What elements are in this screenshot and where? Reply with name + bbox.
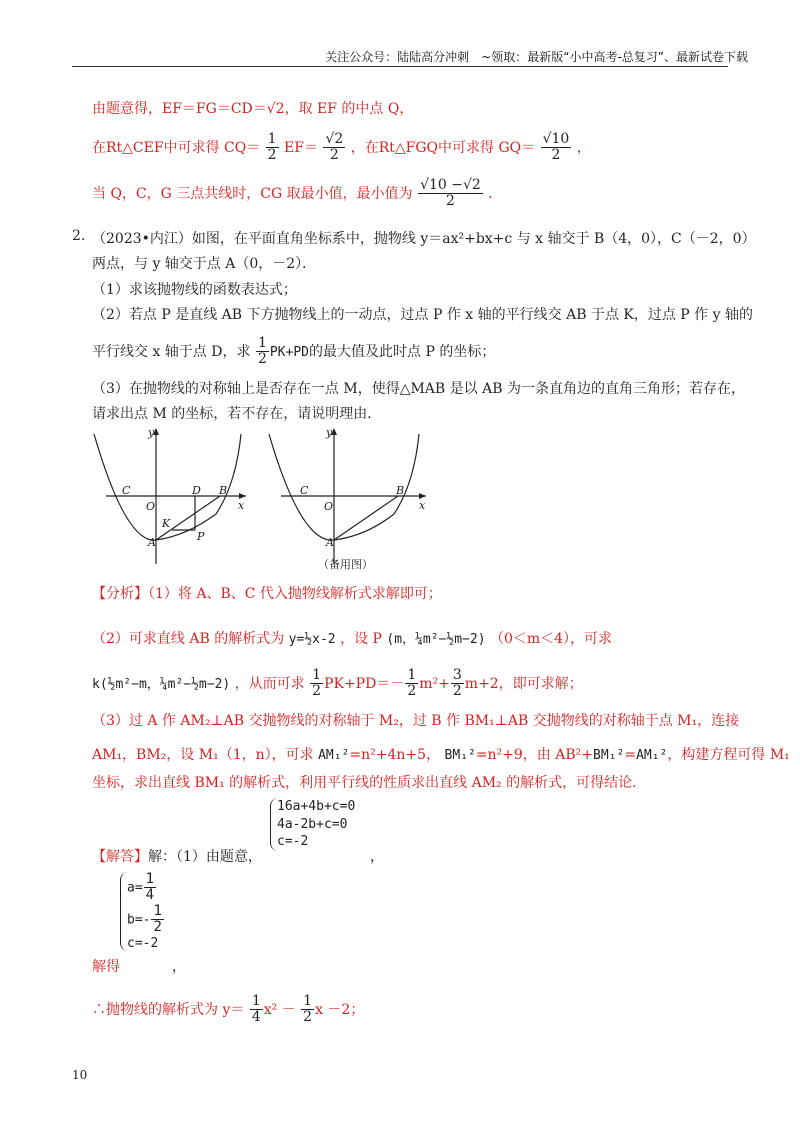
prev-line-3-a: 当 Q，C，G 三点共线时，CG 取最小值，最小值为 [92, 185, 413, 202]
solution-s3-end: x －2； [315, 1001, 365, 1018]
frac-half-s3: $\frac{1}{2}$ [303, 993, 313, 1026]
label-o-1: O [146, 500, 156, 513]
page-header: 关注公众号：陆陆高分冲刺 ~领取：最新版“小中高考-总复习”、最新试卷下载 [325, 50, 748, 64]
sol-b: b=- $\frac{1}{2}$ [127, 902, 162, 936]
analysis-a5-post: ，构建方程可得 M₁ [667, 747, 790, 763]
prev-line-1: 由题意得，EF＝FG＝CD＝√2，取 EF 的中点 Q， [92, 101, 414, 117]
frac-half-a3: $\frac{1}{2}$ [312, 667, 322, 700]
figure-caption: （备用图） [318, 558, 373, 571]
frac-half: $\frac{1}{2}$ [267, 131, 277, 164]
sol-c: c=-2 [127, 935, 159, 951]
analysis-a2-post: （0＜m＜4），可求 [489, 631, 613, 647]
solution-line-3 [92, 994, 364, 1026]
frac-sqrt2-over-2: $\frac{√2}{2}$ [325, 131, 344, 164]
solution-s1: 解：（1）由题意， [148, 849, 262, 865]
analysis-a3-end: m+2，即可求解； [464, 675, 583, 692]
problem-stem-1: （2023•内江）如图，在平面直角坐标系中，抛物线 y＝ax²+bx+c 与 x 轴交于 B（4，0），C（－2，0） [92, 231, 756, 247]
point-p-coords: (m，¼m²−½m−2) [386, 632, 486, 647]
analysis-a2-pre: （2）可求直线 AB 的解析式为 [92, 631, 285, 647]
solution-s3-mid: x² － [263, 1001, 296, 1018]
header-rule [72, 66, 728, 67]
frac-sqrt10-over-2: $\frac{√10}{2}$ [542, 131, 570, 164]
sol-a: a= $\frac{1}{4}$ [127, 871, 155, 904]
frac-half-a3b: $\frac{1}{2}$ [407, 667, 417, 700]
label-x-1: x [238, 499, 245, 512]
analysis-line-4: （3）过 A 作 AM₂⊥AB 交抛物线的对称轴于 M₂，过 B 作 BM₁⊥AB 交抛物线的对称轴于点 M₁，连接 [92, 713, 740, 729]
eq-3: c=-2 [277, 834, 309, 850]
frac-min-value: $\frac{√10 -√2}{2}$ [420, 177, 481, 210]
label-y-1: y [148, 426, 155, 439]
analysis-a5-v1: =n²+4n+5， [349, 747, 441, 763]
frac-half-q2: $\frac{1}{2}$ [257, 335, 267, 368]
analysis-a3-expr: PK+PD＝－ [324, 675, 405, 692]
solution-s1-end: ， [370, 849, 384, 865]
question-3b: 请求出点 M 的坐标，若不存在，请说明理由． [92, 406, 382, 422]
analysis-a5-v2: =n²+9，由 AB²+ [475, 747, 594, 763]
question-2b-pre: 平行线交 x 轴于点 D，求 [92, 343, 251, 360]
label-c-2: C [300, 484, 309, 497]
analysis-a3-m2: m²+ [419, 675, 450, 692]
eq-2: 4a-2b+c=0 [277, 816, 348, 832]
prev-line-2-b: EF＝ [284, 139, 318, 156]
analysis-a5-pre: AM₁，BM₂，设 M₁（1，n），可求 [92, 747, 314, 763]
line-ab-equation: y=½x-2 [288, 632, 336, 647]
equation-system-1 [270, 798, 355, 851]
solution-s2-end: ， [172, 959, 186, 975]
label-p: P [197, 530, 205, 543]
label-k: K [162, 517, 171, 530]
prev-line-3 [92, 178, 502, 210]
question-2a: （2）若点 P 是直线 AB 下方抛物线上的一动点，过点 P 作 x 轴的平行线交 AB 于点 K，过点 P 作 y 轴的 [92, 307, 753, 323]
analysis-a2-mid: ，设 P [340, 631, 382, 647]
analysis-a5-eq: = [624, 747, 637, 763]
solution-line-1 [92, 846, 262, 866]
analysis-tag: 【分析】 [92, 586, 148, 602]
problem-stem-2: 两点，与 y 轴交于点 A（0，－2）． [92, 256, 317, 272]
am1-squared: AM₁² [318, 748, 350, 763]
label-y-2: y [326, 426, 333, 439]
analysis-line-1 [92, 583, 442, 603]
prev-line-2-c: ，在Rt△FGQ中可求得 GQ＝ [350, 139, 536, 156]
frac-quarter: $\frac{1}{4}$ [251, 993, 261, 1026]
bm1-squared: BM₁² [444, 748, 476, 763]
point-k-coords: k(½m²−m，¼m²−½m−2) [92, 676, 231, 692]
page-number: 10 [72, 1068, 88, 1082]
figure-backup [269, 426, 426, 571]
figure-main [94, 426, 246, 564]
bm1-squared-2: BM₁² [593, 748, 625, 763]
label-o-2: O [324, 500, 334, 513]
analysis-line-6: 坐标，求出直线 BM₁ 的解析式，利用平行线的性质求出直线 AM₂ 的解析式，可得结论． [92, 775, 647, 791]
analysis-line-2 [92, 628, 612, 648]
label-b-1: B [219, 484, 228, 497]
analysis-a1: （1）将 A、B、C 代入抛物线解析式求解即可； [148, 586, 442, 602]
prev-line-3-b: ． [488, 185, 503, 202]
question-3a: （3）在抛物线的对称轴上是否存在一点 M，使得△MAB 是以 AB 为一条直角边的直角三角形；若存在， [92, 381, 745, 397]
label-a-1: A [148, 536, 156, 549]
solution-s2: 解得 [92, 959, 120, 975]
prev-line-2-d: ， [576, 139, 591, 156]
question-1: （1）求该抛物线的函数表达式； [92, 282, 297, 298]
analysis-a3-mid: ，从而可求 [234, 675, 305, 692]
label-x-2: x [419, 499, 426, 512]
eq-1: 16a+4b+c=0 [277, 799, 356, 814]
solution-s3-pre: ∴抛物线的解析式为 y＝ [92, 1001, 245, 1018]
problem-number: 2. [72, 228, 86, 244]
equation-system-2 [120, 872, 165, 951]
question-2b-expr: PK+PD [269, 344, 309, 360]
prev-line-2-a: 在Rt△CEF中可求得 CQ＝ [92, 139, 261, 156]
question-2b-post: 的最大值及此时点 P 的坐标； [309, 343, 496, 360]
prev-line-2 [92, 132, 591, 164]
solution-tag: 【解答】 [92, 849, 148, 865]
problem-figures [86, 424, 426, 574]
label-c-1: C [122, 484, 131, 497]
frac-three-halves: $\frac{3}{2}$ [452, 667, 462, 700]
label-d: D [192, 484, 201, 497]
question-2b [92, 336, 495, 368]
am1-squared-2: AM₁² [636, 748, 668, 763]
label-a-2: A [326, 536, 334, 549]
analysis-line-3 [92, 668, 583, 700]
label-b-2: B [396, 484, 405, 497]
analysis-line-5 [92, 744, 790, 764]
